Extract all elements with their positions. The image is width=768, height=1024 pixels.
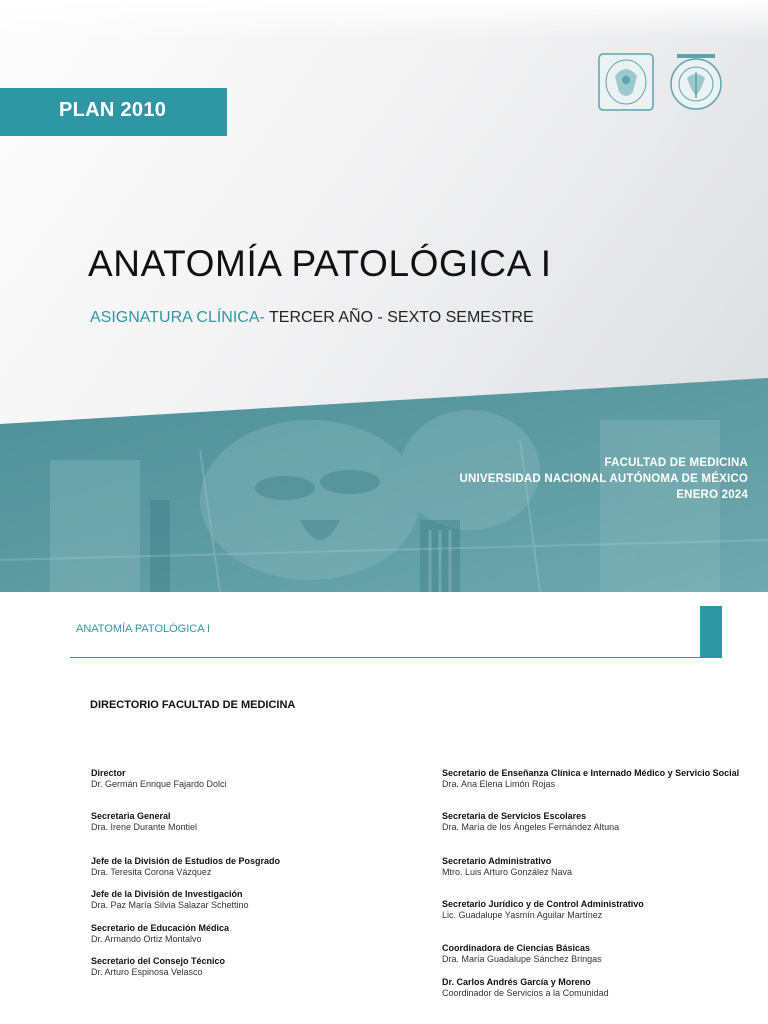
university-line: UNIVERSIDAD NACIONAL AUTÓNOMA DE MÉXICO	[459, 473, 748, 485]
page-header: ANATOMÍA PATOLÓGICA I	[76, 623, 211, 635]
header-tab-marker	[700, 606, 722, 658]
entry-name: Dra. María de los Ángeles Fernández Altuna	[442, 822, 620, 832]
directory-title: DIRECTORIO FACULTAD DE MEDICINA	[90, 699, 296, 711]
entry-name: Lic. Guadalupe Yasmín Aguilar Martínez	[442, 910, 603, 920]
entry-role: Dr. Carlos Andrés García y Moreno	[442, 977, 591, 987]
entry-name: Dr. Arturo Espinosa Velasco	[91, 967, 203, 977]
directory-entry	[91, 768, 227, 790]
cover-subtitle	[90, 309, 534, 327]
header-divider	[70, 657, 722, 658]
entry-role: Jefe de la División de Investigación	[91, 889, 243, 899]
entry-role: Jefe de la División de Estudios de Posgrado	[91, 856, 281, 866]
directory-entry	[442, 977, 742, 999]
directory-entry	[442, 899, 742, 921]
entry-name: Coordinador de Servicios a la Comunidad	[442, 988, 609, 998]
entry-role: Secretario del Consejo Técnico	[91, 956, 226, 966]
entry-name: Mtro. Luis Arturo González Nava	[442, 867, 573, 877]
entry-role: Coordinadora de Ciencias Básicas	[442, 943, 591, 953]
directory-entry	[91, 889, 249, 911]
entry-name: Dr. Armando Ortiz Montalvo	[91, 934, 202, 944]
entry-name: Dr. Germán Enrique Fajardo Dolci	[91, 779, 227, 789]
entry-role: Secretaria General	[91, 811, 171, 821]
directory-entry	[442, 943, 742, 965]
entry-name: Dra. Paz María Silvia Salazar Schettino	[91, 900, 249, 910]
entry-role: Secretario Administrativo	[442, 856, 552, 866]
directory-entry	[442, 856, 742, 878]
cover-title: ANATOMÍA PATOLÓGICA I	[88, 243, 552, 284]
directory-entry	[91, 956, 225, 978]
entry-name: Dra. María Guadalupe Sánchez Bringas	[442, 954, 602, 964]
entry-name: Dra. Ana Elena Limón Rojas	[442, 779, 556, 789]
plan-label: PLAN 2010	[59, 99, 167, 121]
entry-name: Dra. Irene Durante Montiel	[91, 822, 198, 832]
directory-entry	[442, 768, 742, 790]
entry-name: Dra. Teresita Corona Vázquez	[91, 867, 212, 877]
entry-role: Secretario de Enseñanza Clínica e Internado Médico y Servicio Social	[442, 768, 740, 778]
directory-entry	[91, 923, 229, 945]
entry-role: Secretario de Educación Médica	[91, 923, 230, 933]
facultad-medicina-seal-icon	[667, 52, 725, 112]
entry-role: Secretario Jurídico y de Control Administrativo	[442, 899, 644, 909]
directory-entry	[91, 811, 197, 833]
entry-role: Secretaria de Servicios Escolares	[442, 811, 587, 821]
directory-entry	[442, 811, 742, 833]
directory-entry	[91, 856, 280, 878]
faculty-line: FACULTAD DE MEDICINA	[604, 457, 748, 469]
subtitle-accent: ASIGNATURA CLÍNICA-	[90, 309, 265, 326]
faculty-block	[460, 455, 749, 503]
date-line: ENERO 2024	[676, 489, 748, 501]
subtitle-rest: TERCER AÑO - SEXTO SEMESTRE	[264, 309, 534, 326]
unam-seal-icon	[597, 52, 655, 112]
entry-role: Director	[91, 768, 126, 778]
